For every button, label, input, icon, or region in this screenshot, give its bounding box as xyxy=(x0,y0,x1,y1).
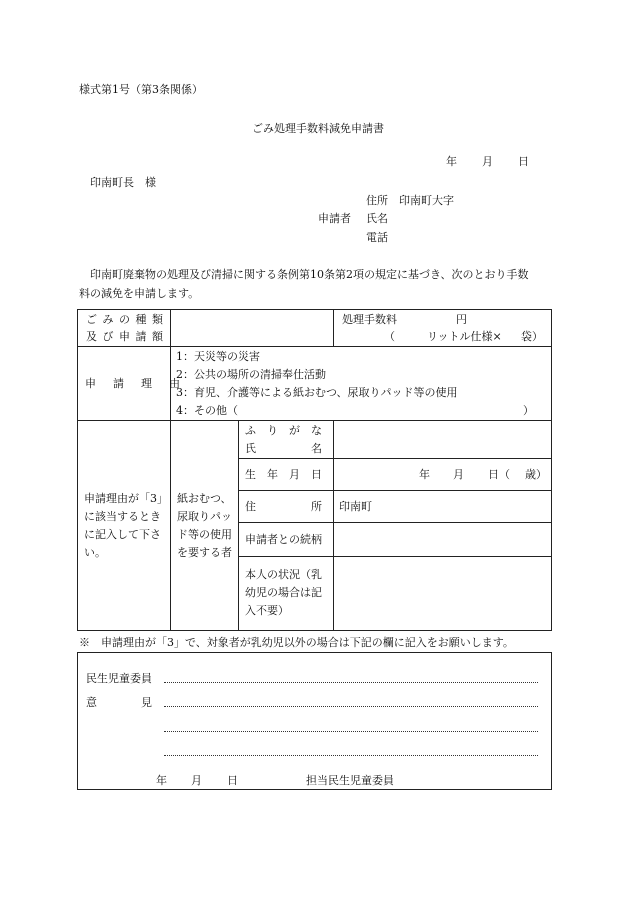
opinion-dotted-line xyxy=(164,706,538,707)
row3-note-line-3: に記入して下さ xyxy=(84,528,161,541)
opinion-dotted-line xyxy=(164,682,538,683)
opinion-dotted-line xyxy=(164,731,538,732)
row3-note-line-1: 申請理由が「3」 xyxy=(84,492,168,505)
target-address-value: 印南町 xyxy=(339,500,372,513)
bag-open-paren: （ xyxy=(384,330,395,343)
reason-item-3: 3：育児、介護等による紙おむつ、尿取りパッド等の使用 xyxy=(176,386,458,399)
table-row-divider xyxy=(238,522,552,523)
fee-label: 処理手数料 xyxy=(342,313,397,326)
form-number: 様式第1号（第3条関係） xyxy=(79,83,203,96)
opinion-dotted-line xyxy=(164,755,538,756)
target-address-label: 住 所 xyxy=(245,500,322,513)
bag-unit: 袋） xyxy=(521,330,543,343)
table-row-divider xyxy=(238,556,552,557)
applicant-phone-label: 電話 xyxy=(366,231,388,244)
birth-year: 年 xyxy=(419,468,430,481)
opinion-label: 意 見 xyxy=(86,696,152,709)
applicant-address-value: 印南町大字 xyxy=(399,194,454,207)
table-row-divider xyxy=(77,346,552,347)
birth-day: 日（ xyxy=(488,468,510,481)
addressee: 印南町長 様 xyxy=(90,176,156,189)
row3-note-line-4: い。 xyxy=(84,546,106,559)
birth-age: 歳） xyxy=(525,468,547,481)
application-amount-label: 及 び 申 請 額 xyxy=(86,330,164,343)
table-col-divider xyxy=(333,420,334,631)
table-row-divider xyxy=(238,490,552,491)
bottom-date-year: 年 xyxy=(156,774,167,787)
table-col-divider xyxy=(170,309,171,631)
reason-item-2: 2：公共の場所の清掃奉仕活動 xyxy=(176,368,326,381)
reason-close-paren: ） xyxy=(523,404,534,417)
status-line-1: 本人の状況（乳 xyxy=(245,568,322,581)
bottom-date-day: 日 xyxy=(227,774,238,787)
birthdate-label: 生 年 月 日 xyxy=(245,468,322,481)
furigana-label: ふ り が な xyxy=(245,424,322,437)
date-month: 月 xyxy=(482,155,493,168)
intro-line-1: 印南町廃棄物の処理及び清掃に関する条例第10条第2項の規定に基づき、次のとおり手数 xyxy=(79,268,529,281)
bag-label: リットル仕様× xyxy=(427,330,502,343)
bottom-note: ※ 申請理由が「3」で、対象者が乳幼児以外の場合は下記の欄に記入をお願いします。 xyxy=(79,636,514,649)
table-col-divider xyxy=(333,309,334,346)
assigned-commissioner-label: 担当民生児童委員 xyxy=(306,774,394,787)
status-line-3: 入不要） xyxy=(245,604,289,617)
target-line-2: 尿取りパッ xyxy=(177,510,232,523)
date-year: 年 xyxy=(446,155,457,168)
table-row-divider xyxy=(238,458,552,459)
target-line-1: 紙おむつ、 xyxy=(177,492,232,505)
bottom-date-month: 月 xyxy=(191,774,202,787)
applicant-name-label: 氏名 xyxy=(366,212,388,225)
date-day: 日 xyxy=(518,155,529,168)
relation-label: 申請者との続柄 xyxy=(245,533,322,546)
status-line-2: 幼児の場合は記 xyxy=(245,586,322,599)
row3-note-line-2: に該当するとき xyxy=(84,510,161,523)
reason-item-1: 1：天災等の災害 xyxy=(176,350,260,363)
applicant-label: 申請者 xyxy=(318,212,351,225)
reason-item-4: 4：その他（ xyxy=(176,404,238,417)
table-row-divider xyxy=(77,420,552,421)
target-name-label: 氏 名 xyxy=(245,442,322,455)
target-line-4: を要する者 xyxy=(177,546,232,559)
form-title: ごみ処理手数料減免申請書 xyxy=(252,122,384,135)
fee-unit: 円 xyxy=(456,313,467,326)
garbage-type-label: ご み の 種 類 xyxy=(86,313,164,326)
birth-month: 月 xyxy=(453,468,464,481)
applicant-address-label: 住所 xyxy=(366,194,388,207)
commissioner-label: 民生児童委員 xyxy=(86,672,152,685)
reason-label: 申 請 理 由 xyxy=(85,377,183,390)
intro-line-2: 料の減免を申請します。 xyxy=(79,287,200,300)
table-col-divider xyxy=(238,420,239,631)
target-line-3: ド等の使用 xyxy=(177,528,232,541)
